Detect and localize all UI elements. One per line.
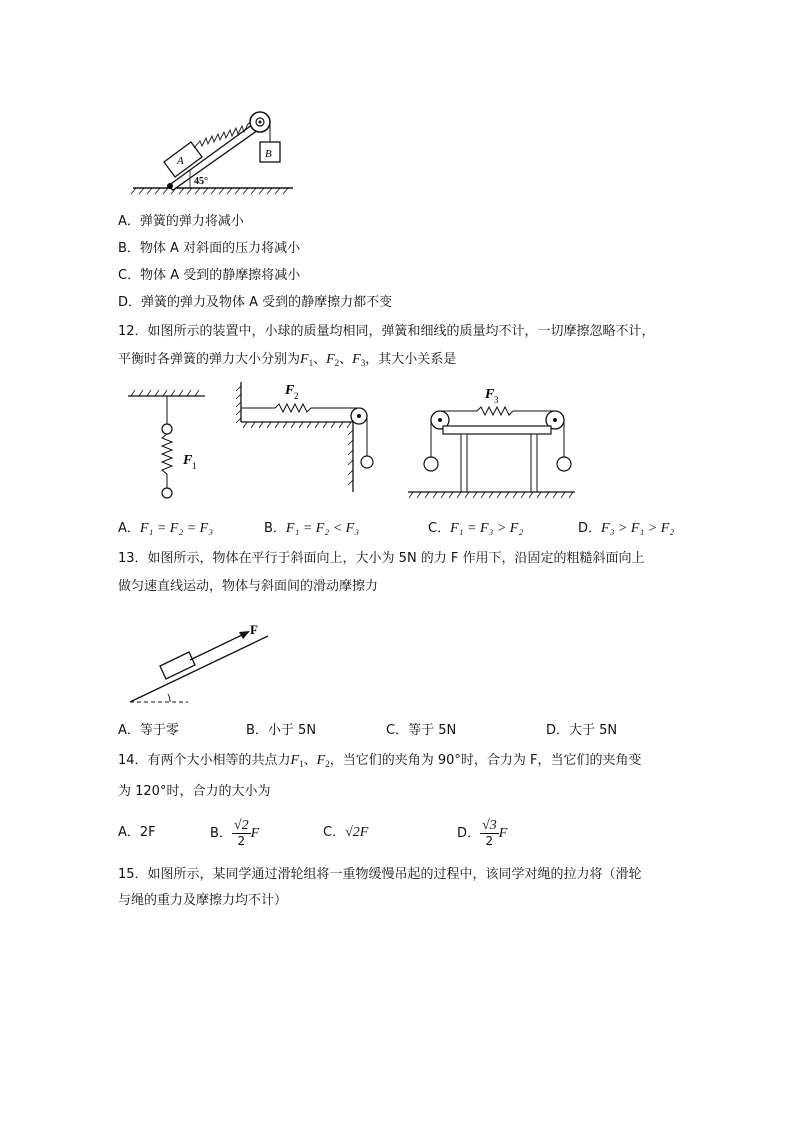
q12-stem-line1: 12．如图所示的装置中，小球的质量均相同，弹簧和细线的质量均不计，一切摩擦忽略不计， (118, 324, 655, 339)
table-two-pulley-figure (405, 382, 585, 507)
q11-option-d: D．弹簧的弹力及物体 A 受到的静摩擦力都不变 (118, 295, 393, 310)
f3-label: F (485, 387, 495, 402)
force-label: F (250, 622, 258, 637)
q12-option-a: A．F₁ = F₂ = F₃ (118, 521, 214, 536)
angle-label: 45° (194, 176, 208, 187)
q13-option-c: C．等于 5N (386, 723, 457, 738)
block-b-label: B (265, 148, 272, 160)
q14-option-c: C．√2F (323, 825, 369, 840)
q11-option-b: B．物体 A 对斜面的压力将减小 (118, 241, 301, 256)
f2-label: F (285, 383, 295, 398)
q14-stem-line2: 为 120°时，合力的大小为 (118, 784, 271, 799)
f1-subscript: 1 (192, 461, 197, 471)
q15-stem-line1: 15．如图所示，某同学通过滑轮组将一重物缓慢吊起的过程中，该同学对绳的拉力将（滑轮 (118, 867, 642, 882)
block-a-label: A (177, 155, 184, 167)
q14-option-b: B． $\frac{√2}{2}$ F (210, 818, 260, 848)
f1-label: F (183, 453, 193, 468)
q14-option-d: D． $\frac{√3}{2}$ F (457, 818, 508, 848)
q13-option-d: D．大于 5N (546, 723, 618, 738)
q15-stem-line2: 与绳的重力及摩擦力均不计） (118, 893, 288, 908)
q14-stem-line1: 14．有两个大小相等的共点力$F_1$、$F_2$，当它们的夹角为 90°时，合力为 F，当它们的夹角变 (118, 753, 642, 769)
q11-option-c: C．物体 A 受到的静摩擦将减小 (118, 268, 301, 283)
q14-option-a: A．2F (118, 825, 156, 840)
q12-option-c: C．F₁ = F₃ > F₂ (428, 521, 524, 536)
hanging-spring-figure (125, 388, 215, 508)
q12-option-d: D．F₃ > F₁ > F₂ (578, 521, 675, 536)
q13-option-b: B．小于 5N (246, 723, 317, 738)
q13-stem-line1: 13．如图所示，物体在平行于斜面向上，大小为 5N 的力 F 作用下，沿固定的粗糙斜面向上 (118, 551, 645, 566)
incline-pulley-figure (128, 100, 298, 200)
wall-table-spring-figure (235, 380, 385, 495)
q12-stem-line2: 平衡时各弹簧的弹力大小分别为$F_1$、$F_2$、$F_3$，其大小关系是 (118, 352, 457, 368)
f2-subscript: 2 (294, 391, 299, 401)
q12-option-b: B．F₁ = F₂ < F₃ (264, 521, 360, 536)
q13-stem-line2: 做匀速直线运动，物体与斜面间的滑动摩擦力 (118, 579, 379, 594)
f3-subscript: 3 (494, 395, 499, 405)
incline-force-figure (128, 620, 278, 710)
q13-option-a: A．等于零 (118, 723, 179, 738)
q11-option-a: A．弹簧的弹力将减小 (118, 214, 244, 229)
